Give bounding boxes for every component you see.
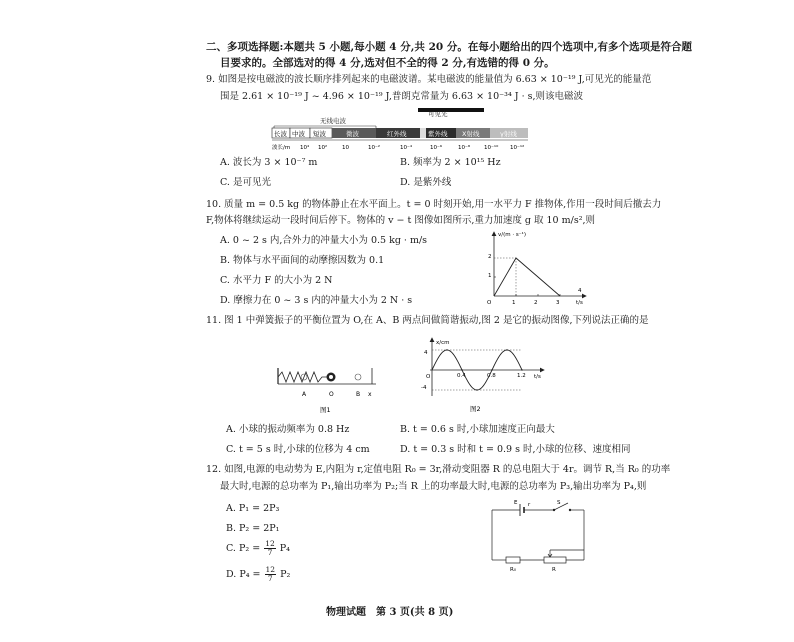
vt-x-tick: 2 (534, 300, 538, 306)
vt-x-tick: 1 (512, 300, 516, 306)
q12-option-c-prefix: C. P₂ = (226, 543, 261, 554)
emf-label: E (514, 500, 518, 506)
band-gamma-label: γ射线 (500, 130, 517, 138)
q12-option-c-fraction: $\frac{12}{7}$ (265, 539, 275, 557)
q12-option-c[interactable] (226, 540, 290, 557)
q10-option-d[interactable]: D. 摩擦力在 0 ~ 3 s 内的冲量大小为 2 N · s (220, 295, 413, 306)
label-o: O (329, 391, 334, 398)
fig1-caption: 图1 (320, 406, 331, 414)
q12-stem-line1: 12. 如图,电源的电动势为 E,内阻为 r,定值电阻 R₀ = 3r,滑动变阻器 R 的总电阻大于 4r。调节 R,当 R₀ 的功率 (206, 464, 671, 475)
band-ultraviolet-label: 紫外线 (428, 130, 448, 138)
vt-y-tick: 2 (488, 254, 492, 260)
x-t-x-tick: 1.2 (517, 373, 526, 379)
label-b: B (356, 391, 361, 398)
spring-oscillator-diagram (272, 366, 382, 414)
q9-stem-line2: 围是 2.61 × 10⁻¹⁹ J ~ 4.96 × 10⁻¹⁹ J,普朗克常量为 6.63 × 10⁻³⁴ J · s,则该电磁波 (220, 91, 584, 102)
section-instructions-line1: 二、多项选择题:本题共 5 小题,每小题 4 分,共 20 分。在每小题给出的四个选项中,有多个选项是符合题 (206, 41, 692, 53)
wavelength-tick: 10⁻² (368, 145, 381, 151)
position-b-ghost (355, 374, 361, 380)
x-t-point (476, 389, 477, 390)
x-t-point (491, 369, 492, 370)
vt-origin-label: O (487, 300, 492, 306)
q12-option-d[interactable] (226, 566, 290, 583)
band-medium-wave-label: 中波 (292, 130, 305, 138)
q9-option-d[interactable]: D. 是紫外线 (400, 177, 452, 188)
label-a: A (302, 391, 307, 398)
q9-option-a[interactable]: A. 波长为 3 × 10⁻⁷ m (220, 157, 318, 168)
q12-option-d-prefix: D. P₄ = (226, 569, 261, 580)
q9-option-b[interactable]: B. 频率为 2 × 10¹⁵ Hz (400, 157, 501, 168)
x-t-point (461, 369, 462, 370)
q11-option-a[interactable]: A. 小球的振动频率为 0.8 Hz (226, 424, 350, 435)
q10-stem-line2: F,物体将继续运动一段时间后停下。物体的 v − t 图像如图所示,重力加速度 g 取 10 m/s²,则 (206, 215, 596, 226)
x-t-y-tick: -4 (421, 385, 427, 391)
internal-resistance-label: r (528, 502, 531, 508)
wavelength-tick: 10² (318, 145, 328, 151)
x-t-x-tick: 0.8 (487, 373, 496, 379)
q9-stem-line1: 9. 如图是按电磁波的波长顺序排列起来的电磁波谱。某电磁波的能量值为 6.63 × 10⁻¹⁹ J,可见光的能量范 (206, 74, 652, 85)
spring (278, 372, 328, 382)
x-t-x-axis-label: t/s (534, 374, 541, 380)
q9-option-c[interactable]: C. 是可见光 (220, 177, 271, 188)
q12-stem-line2: 最大时,电源的总功率为 P₁,输出功率为 P₂;当 R 上的功率最大时,电源的总功率为 P₃,输出功率为 P₄,则 (220, 481, 647, 492)
x-t-point (446, 349, 447, 350)
q12-option-b[interactable]: B. P₂ = 2P₁ (226, 523, 280, 534)
wavelength-tick: 10 (342, 145, 349, 151)
vt-x-axis-label: t/s (576, 300, 583, 306)
x-t-point (521, 369, 522, 370)
oscillation-graph (420, 336, 548, 416)
vt-velocity-line (494, 258, 560, 296)
q10-option-b[interactable]: B. 物体与水平面间的动摩擦因数为 0.1 (220, 255, 385, 266)
x-t-y-tick: 4 (424, 350, 428, 356)
em-spectrum-diagram (270, 106, 532, 152)
wavelength-tick: 10⁻¹⁰ (484, 145, 499, 151)
switch-label: S (557, 500, 561, 506)
wavelength-tick: 10⁴ (300, 145, 310, 151)
band-microwave-label: 微波 (346, 130, 359, 138)
rheostat-r (544, 557, 566, 563)
label-x: x (368, 391, 372, 398)
q11-option-c[interactable]: C. t = 5 s 时,小球的位移为 4 cm (226, 444, 370, 455)
q12-option-c-suffix: P₄ (279, 543, 290, 554)
vt-graph (482, 226, 592, 310)
q10-stem-line1: 10. 质量 m = 0.5 kg 的物体静止在水平面上。t = 0 时刻开始,用一水平力 F 推物体,作用一段时间后撤去力 (206, 199, 662, 210)
band-visible (420, 128, 426, 138)
band-short-wave-label: 短波 (313, 130, 326, 138)
band-xray-label: X射线 (462, 130, 480, 138)
r0-label: R₀ (510, 567, 517, 573)
vt-y-axis-label: v/(m · s⁻¹) (498, 232, 526, 238)
vt-x-tick: 4 (578, 288, 582, 294)
x-t-x-tick: 0.4 (457, 373, 466, 379)
fig2-caption: 图2 (470, 405, 481, 413)
q10-option-c[interactable]: C. 水平力 F 的大小为 2 N (220, 275, 333, 286)
band-long-wave-label: 长波 (274, 130, 287, 138)
q12-option-d-suffix: P₂ (280, 569, 291, 580)
q11-stem: 11. 图 1 中弹簧振子的平衡位置为 O,在 A、B 两点间做简谐振动,图 2 是它的振动图像,下列说法正确的是 (206, 315, 649, 326)
visible-light-label: 可见光 (428, 110, 448, 118)
vt-y-tick: 1 (488, 273, 492, 279)
wavelength-axis-label: 波长/m (272, 145, 291, 151)
q12-option-d-fraction: $\frac{12}{7}$ (265, 565, 276, 583)
circuit-diagram (486, 500, 590, 574)
r-label: R (552, 567, 556, 573)
q11-option-d[interactable]: D. t = 0.3 s 时和 t = 0.9 s 时,小球的位移、速度相同 (400, 444, 631, 455)
q12-option-a[interactable]: A. P₁ = 2P₃ (226, 503, 280, 514)
q10-option-a[interactable]: A. 0 ~ 2 s 内,合外力的冲量大小为 0.5 kg · m/s (220, 235, 428, 246)
wavelength-tick: 10⁻⁸ (458, 145, 471, 151)
band-infrared-label: 红外线 (387, 130, 407, 138)
radio-wave-label: 无线电波 (320, 117, 346, 125)
x-t-point (506, 349, 507, 350)
section-instructions-line2: 目要求的。全部选对的得 4 分,选对但不全的得 2 分,有选错的得 0 分。 (220, 57, 555, 69)
page-footer: 物理试题 第 3 页(共 8 页) (326, 607, 454, 618)
x-t-y-axis-label: x/cm (436, 340, 450, 346)
wavelength-tick: 10⁻⁴ (400, 145, 413, 151)
x-t-origin-label: O (426, 374, 431, 380)
wavelength-tick: 10⁻¹² (510, 145, 525, 151)
vt-x-tick: 3 (556, 300, 560, 306)
wavelength-tick: 10⁻⁶ (430, 145, 443, 151)
q11-option-b[interactable]: B. t = 0.6 s 时,小球加速度正向最大 (400, 424, 555, 435)
resistor-r0 (506, 557, 520, 563)
